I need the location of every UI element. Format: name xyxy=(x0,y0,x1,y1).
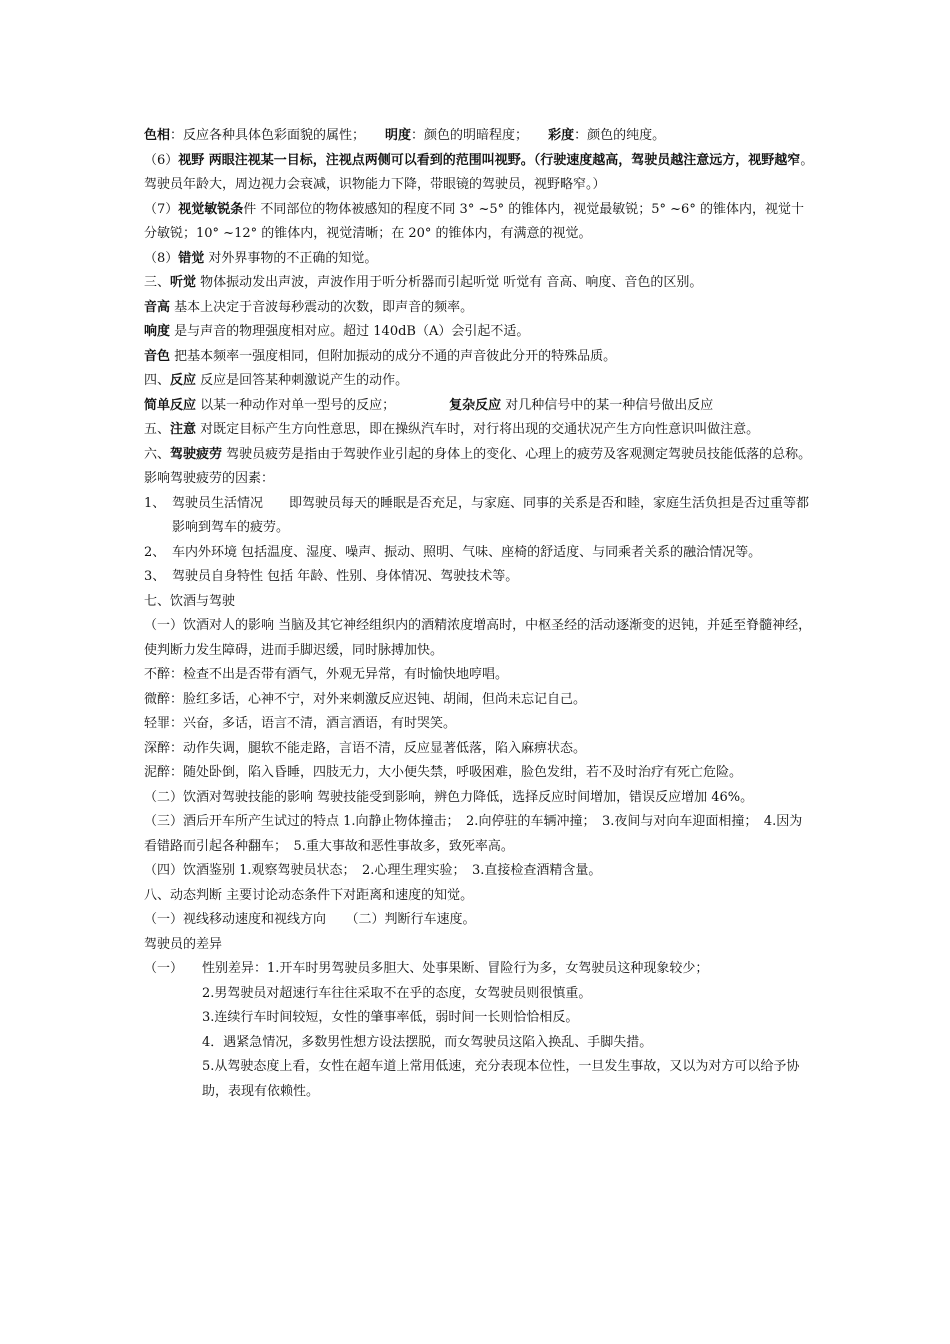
dynamic-judgment-title: 八、动态判断 主要讨论动态条件下对距离和速度的知觉。 xyxy=(144,887,474,903)
simple-reaction-def: 以某一种动作对单一型号的反应； xyxy=(196,397,396,413)
hearing-line xyxy=(144,271,814,296)
complex-reaction-def: 对几种信号中的某一种信号做出反应 xyxy=(501,397,714,413)
fatigue-paragraph xyxy=(144,443,814,468)
fatigue-def: 驾驶员疲劳是指由于驾驶作业引起的身体上的变化、心理上的疲劳及客观测定驾驶员技能低落的总称。 xyxy=(222,446,812,462)
reaction-types-line xyxy=(144,394,814,419)
fatigue-factor-item xyxy=(144,565,814,590)
acuity-prefix: （7） xyxy=(144,201,179,217)
saturation-def: ：颜色的纯度。 xyxy=(574,128,666,143)
brightness-term: 明度 xyxy=(385,128,412,143)
reaction-def: 反应是回答某种刺激说产生的动作。 xyxy=(196,373,409,388)
attention-term: 注意 xyxy=(170,422,197,437)
loudness-term: 响度 xyxy=(144,324,171,339)
drinking-accidents-paragraph: （三）酒后开车所产生试过的特点 1.向静止物体撞击； 2.向停驻的车辆冲撞； 3.夜间与对向车迎面相撞； 4.因为看错路而引起各种翻车； 5.重大事故和恶性事故多，致死率高。 xyxy=(144,814,803,854)
visual-acuity-paragraph xyxy=(144,198,814,247)
drinking-effect-paragraph: （一）饮酒对人的影响 当脑及其它神经组织内的酒精浓度增高时，中枢圣经的活动逐渐变的迟钝，并延至脊髓神经，使判断力发生障碍，进而手脚迟缓，同时脉搏加快。 xyxy=(144,618,812,658)
sex-difference-item: 5.从驾驶态度上看，女性在超车道上常用低速，充分表现本位性，一旦发生事故，又以为对方可以给予协助，表现有依赖性。 xyxy=(202,1059,800,1099)
vision-field-prefix: （6） xyxy=(144,152,179,168)
illusion-def: 对外界事物的不正确的知觉。 xyxy=(204,250,378,266)
pitch-def: 基本上决定于音波每秒震动的次数，即声音的频率。 xyxy=(170,299,474,315)
timbre-term: 音色 xyxy=(144,348,171,364)
driver-difference-title: 驾驶员的差异 xyxy=(144,936,223,952)
hue-term: 色相 xyxy=(144,128,171,143)
vision-field-bold: 视野 两眼注视某一目标，注视点两侧可以看到的范围叫视野。（行驶速度越高，驾驶员越注意远方，视野越窄 xyxy=(178,152,801,168)
complex-reaction-term: 复杂反应 xyxy=(449,397,502,413)
pitch-term: 音高 xyxy=(144,299,171,315)
drunk-level-line: 不醉：检查不出是否带有酒气，外观无异常，有时愉快地哼唱。 xyxy=(144,667,509,682)
fatigue-factor-item xyxy=(144,492,814,541)
sex-difference-first xyxy=(144,957,814,982)
timbre-line xyxy=(144,345,814,370)
acuity-term: 视觉敏锐条 xyxy=(178,201,244,217)
hearing-def: 物体振动发出声波，声波作用于听分析器而引起听觉 听觉有 音高、响度、音色的区别。 xyxy=(196,275,703,290)
illusion-line xyxy=(144,247,814,272)
vision-field-paragraph xyxy=(144,149,814,198)
list-text: 驾驶员生活情况 即驾驶员每天的睡眠是否充足，与家庭、同事的关系是否和睦，家庭生活负担是否过重等都影响到驾车的疲劳。 xyxy=(172,495,810,535)
hue-def: ：反应各种具体色彩面貌的属性； xyxy=(170,128,366,143)
sex-difference-item: 3.连续行车时间较短，女性的肇事率低，弱时间一长则恰恰相反。 xyxy=(202,1010,579,1025)
attention-prefix: 五、 xyxy=(144,422,171,437)
document-body xyxy=(144,124,814,1104)
illusion-term: 错觉 xyxy=(178,250,205,266)
fatigue-term: 驾驶疲劳 xyxy=(170,446,223,462)
fatigue-factors-title: 影响驾驶疲劳的因素： xyxy=(144,471,275,486)
sex-difference-text: 性别差异：1.开车时男驾驶员多胆大、处事果断、冒险行为多，女驾驶员这种现象较少； xyxy=(202,961,709,976)
illusion-prefix: （8） xyxy=(144,250,179,266)
reaction-line xyxy=(144,369,814,394)
sex-difference-item: 2.男驾驶员对超速行车往往采取不在乎的态度，女驾驶员则很慎重。 xyxy=(202,985,592,1001)
simple-reaction-term: 简单反应 xyxy=(144,397,197,413)
sex-difference-item: 4．遇紧急情况，多数男性想方设法摆脱，而女驾驶员这陷入换乱、手脚失措。 xyxy=(202,1034,653,1050)
attention-def: 对既定目标产生方向性意思，即在操纵汽车时，对行将出现的交通状况产生方向性意识叫做注意。 xyxy=(196,422,760,437)
acuity-def: 件 不同部位的物体被感知的程度不同 3° ~5° 的锥体内，视觉最敏锐；5° ~6° 的锥体内，视觉十分敏锐；10° ~12° 的锥体内，视觉清晰；在 20° 的锥体内，有满意的视觉。 xyxy=(144,201,804,241)
attention-paragraph xyxy=(144,418,814,443)
saturation-term: 彩度 xyxy=(548,128,575,143)
drinking-identify-line: （四）饮酒鉴别 1.观察驾驶员状态； 2.心理生理实验； 3.直接检查酒精含量。 xyxy=(144,863,602,878)
timbre-def: 把基本频率一强度相同，但附加振动的成分不通的声音彼此分开的特殊品质。 xyxy=(170,348,617,364)
list-number: 1、 xyxy=(144,495,166,511)
reaction-prefix: 四、 xyxy=(144,373,171,388)
color-attributes-line xyxy=(144,124,814,149)
brightness-def: ：颜色的明暗程度； xyxy=(411,128,529,143)
drunk-level-line: 轻罪：兴奋，多话，语言不清，酒言酒语，有时哭笑。 xyxy=(144,716,457,731)
drunk-level-line: 泥醉：随处卧倒，陷入昏睡，四肢无力，大小便失禁，呼吸困难，脸色发绀，若不及时治疗有死亡危险。 xyxy=(144,765,743,780)
fatigue-factor-item xyxy=(144,541,814,566)
drunk-level-line: 微醉：脸红多话，心神不宁，对外来刺激反应迟钝、胡闹，但尚未忘记自己。 xyxy=(144,691,587,707)
drinking-skill-paragraph: （二）饮酒对驾驶技能的影响 驾驶技能受到影响，辨色力降低，选择反应时间增加，错误反应增加 46%。 xyxy=(144,789,754,805)
hearing-prefix: 三、 xyxy=(144,275,171,290)
list-text: 车内外环境 包括温度、湿度、噪声、振动、照明、气味、座椅的舒适度、与同乘者关系的融洽情况等。 xyxy=(172,544,762,560)
fatigue-prefix: 六、 xyxy=(144,446,171,462)
list-text: 驾驶员自身特性 包括 年龄、性别、身体情况、驾驶技术等。 xyxy=(172,569,519,584)
loudness-def: 是与声音的物理强度相对应。超过 140dB（A）会引起不适。 xyxy=(170,324,530,339)
drinking-title: 七、饮酒与驾驶 xyxy=(144,593,236,609)
list-number: 3、 xyxy=(144,569,166,584)
drunk-level-line: 深醉：动作失调，腿软不能走路，言语不清，反应显著低落，陷入麻痹状态。 xyxy=(144,740,587,756)
vision-field-rest: 。驾驶员年龄大，周边视力会衰减，识物能力下降，带眼镜的驾驶员，视野略窄。） xyxy=(144,152,814,192)
hearing-term: 听觉 xyxy=(170,275,197,290)
list-number: 2、 xyxy=(144,544,166,560)
pitch-line xyxy=(144,296,814,321)
loudness-line xyxy=(144,320,814,345)
sex-difference-tag: （一） xyxy=(144,961,184,976)
dynamic-judgment-items: （一）视线移动速度和视线方向 （二）判断行车速度。 xyxy=(144,912,476,927)
reaction-term: 反应 xyxy=(170,373,197,388)
